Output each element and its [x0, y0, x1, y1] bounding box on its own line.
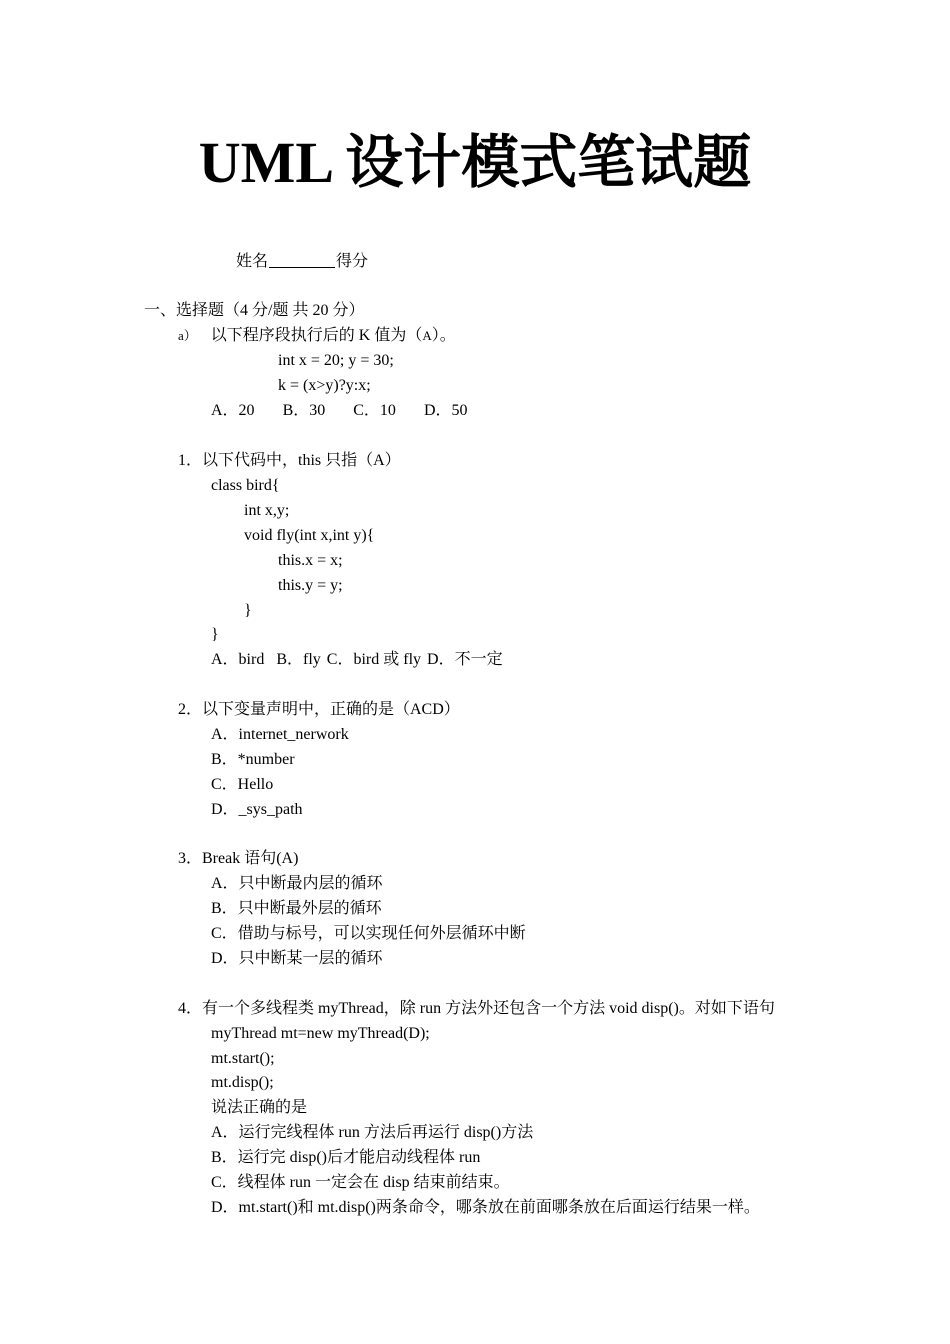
question-a — [178, 323, 456, 348]
question-a-code-line: k = (x>y)?y:x; — [278, 377, 371, 394]
question-1-text: 1．以下代码中，this 只指（A） — [178, 452, 401, 469]
question-a-marker: a） — [178, 328, 197, 343]
document-title: UML 设计模式笔试题 — [198, 130, 752, 195]
question-1-code-line: class bird{ — [211, 477, 280, 494]
question-1-code-line: this.y = y; — [278, 577, 343, 594]
question-4-code-line: mt.start(); — [211, 1050, 275, 1067]
question-1-code-line: } — [211, 626, 219, 643]
question-4-code-line: mt.disp(); — [211, 1074, 274, 1091]
option: D．不一定 — [427, 651, 503, 668]
score-label: 得分 — [336, 253, 369, 270]
question-4-code-line: myThread mt=new myThread(D); — [211, 1025, 430, 1042]
question-4-option: B．运行完 disp()后才能启动线程体 run — [211, 1149, 481, 1166]
question-3-option: D．只中断某一层的循环 — [211, 950, 383, 967]
question-1-options — [211, 647, 503, 672]
question-2-text: 2．以下变量声明中，正确的是（ACD） — [178, 701, 460, 718]
option: D．50 — [423, 402, 468, 419]
name-label: 姓名 — [236, 253, 269, 270]
question-4-text: 4．有一个多线程类 myThread，除 run 方法外还包含一个方法 void disp()。对如下语句 — [178, 1000, 775, 1017]
question-a-answer: A — [422, 328, 432, 343]
question-1-code-line: int x,y; — [244, 502, 290, 519]
question-1-code-line: void fly(int x,int y){ — [244, 527, 375, 544]
question-a-options — [211, 398, 468, 423]
question-4-option: D．mt.start()和 mt.disp()两条命令，哪条放在前面哪条放在后面运行结果一样。 — [211, 1199, 760, 1216]
option: B．30 — [282, 402, 326, 419]
section-heading: 一、选择题（4 分/题 共 20 分） — [144, 302, 365, 319]
question-a-text: 以下程序段执行后的 K 值为（ — [210, 327, 423, 344]
question-3-option: B．只中断最外层的循环 — [211, 900, 382, 917]
question-3-text: 3．Break 语句(A) — [178, 850, 299, 867]
option: A．20 — [211, 402, 255, 419]
question-3-option: A．只中断最内层的循环 — [211, 875, 383, 892]
name-score-line — [236, 249, 368, 274]
question-2-option: A．internet_nerwork — [211, 726, 349, 743]
question-a-end: ）。 — [431, 327, 456, 344]
question-4-option: C．线程体 run 一定会在 disp 结束前结束。 — [211, 1174, 510, 1191]
option: C．10 — [353, 402, 396, 419]
name-blank[interactable] — [269, 251, 335, 268]
question-1-code-line: this.x = x; — [278, 552, 343, 569]
option: A．bird — [211, 651, 265, 668]
question-2-option: D．_sys_path — [211, 801, 303, 818]
question-3-option: C．借助与标号，可以实现任何外层循环中断 — [211, 925, 526, 942]
question-4-prompt: 说法正确的是 — [211, 1099, 308, 1116]
question-a-code-line: int x = 20; y = 30; — [278, 352, 394, 369]
question-2-option: C．Hello — [211, 776, 274, 793]
option: C．bird 或 fly — [326, 651, 422, 668]
option: B．fly — [276, 651, 321, 668]
question-2-option: B．*number — [211, 751, 295, 768]
question-1-code-line: } — [244, 602, 252, 619]
question-4-option: A．运行完线程体 run 方法后再运行 disp()方法 — [211, 1124, 534, 1141]
